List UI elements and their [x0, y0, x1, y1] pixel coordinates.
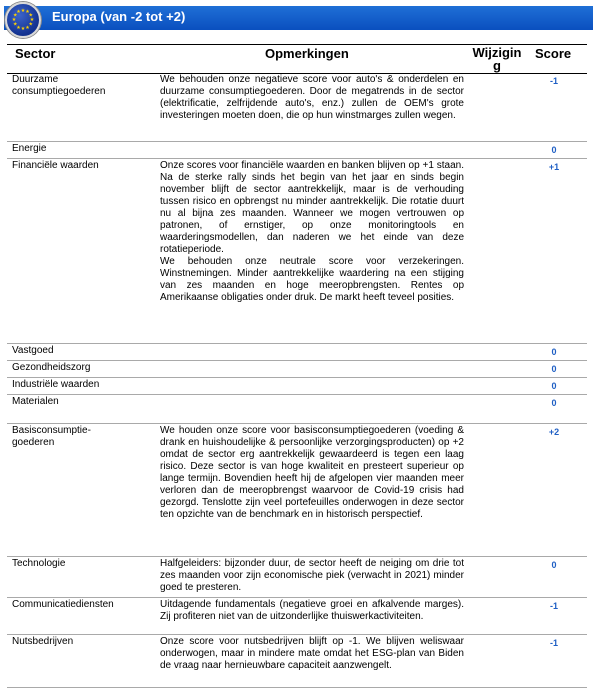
- column-header-wijziging: [469, 46, 525, 72]
- row-sector: Duurzame consumptiegoederen: [12, 74, 106, 97]
- row-score: -1: [549, 601, 558, 611]
- table-row-financiele: [7, 159, 587, 344]
- row-score: -1: [549, 638, 558, 648]
- row-score: 0: [551, 145, 557, 155]
- eu-flag-icon: [5, 2, 41, 38]
- svg-text:★: ★: [16, 24, 21, 31]
- row-sector: Basisconsumptie-goederen: [12, 425, 91, 448]
- column-header-score: Score: [535, 46, 572, 61]
- row-sector: Industriële waarden: [12, 379, 100, 390]
- table-row-energie: [7, 142, 587, 159]
- row-opmerkingen: We houden onze score voor basisconsumptiegoederen (voeding & drank en huishoudelijke & persoonlijke verzorgingsproducten) op +2 omdat de sector erg aantrekkelijk gewaardeerd is tegen een laag risico. Deze sector is van hoge kwaliteit en presteert superieur op lange termijn. Bovendien heeft hij de afgelopen vier maanden meer verloren dan de meeropbrengst waarvoor de Covid-19 crisis had gezorgd. Tenslotte zijn veel portefeuilles onderwogen in deze sector ten opzichte van de benchmark en in historisch perspectief.: [160, 425, 464, 520]
- table-row-basisconsumptie: [7, 424, 587, 557]
- svg-text:★: ★: [12, 12, 18, 19]
- table-row-gezondheidszorg: [7, 361, 587, 378]
- svg-text:★: ★: [20, 8, 26, 14]
- svg-text:★: ★: [12, 21, 18, 28]
- table-row-materialen: [7, 395, 587, 424]
- svg-text:★: ★: [16, 9, 21, 16]
- svg-text:★: ★: [28, 12, 34, 19]
- table-row-industriele: [7, 378, 587, 395]
- row-sector: Technologie: [12, 558, 66, 569]
- svg-text:★: ★: [25, 24, 30, 31]
- svg-text:★: ★: [25, 9, 30, 16]
- table-row-vastgoed: [7, 344, 587, 361]
- row-sector: Materialen: [12, 396, 59, 407]
- row-opmerkingen: Onze score voor nutsbedrijven blijft op -1. We blijven weliswaar onderwogen, maar in mindere mate omdat het ESG-plan van Biden de vraag naar hernieuwbare capaciteit aanzwengelt.: [160, 636, 464, 671]
- row-sector: Communicatiediensten: [12, 599, 114, 610]
- row-opmerkingen: We behouden onze negatieve score voor auto's & onderdelen en duurzame consumptiegoederen. Door de megatrends in de sector (elektrificatie, zelfrijdende auto's, enz.) zullen de OEM's grote investeringen moeten doen, die op hun winstmarges zullen wegen.: [160, 74, 464, 121]
- column-header-opmerkingen: Opmerkingen: [265, 46, 349, 61]
- table-row-nutsbedrijven: [7, 635, 587, 688]
- row-score: 0: [551, 398, 557, 408]
- table-row-communicatiediensten: [7, 598, 587, 635]
- svg-text:★: ★: [29, 17, 35, 23]
- table-row-technologie: [7, 557, 587, 598]
- row-score: 0: [551, 364, 557, 374]
- row-opmerkingen: Uitdagende fundamentals (negatieve groei en afkalvende marges). Zij profiteren niet van de uitzonderlijke thuiswerkactiviteiten.: [160, 599, 464, 622]
- column-header-sector: Sector: [15, 46, 56, 61]
- svg-text:★: ★: [11, 17, 17, 23]
- row-sector: Nutsbedrijven: [12, 636, 74, 647]
- row-sector: Energie: [12, 143, 47, 154]
- row-sector: Gezondheidszorg: [12, 362, 91, 373]
- table-header: [7, 44, 587, 74]
- svg-text:★: ★: [20, 26, 26, 32]
- column-header-wijziging-line1: Wijzigin: [472, 45, 522, 60]
- row-score: +2: [548, 427, 560, 437]
- column-header-wijziging-line2: g: [493, 58, 501, 73]
- section-title: Europa (van -2 tot +2): [52, 9, 186, 24]
- svg-text:★: ★: [28, 21, 34, 28]
- table-row-duurzame: [7, 73, 587, 142]
- row-opmerkingen: Halfgeleiders: bijzonder duur, de sector heeft de neiging om drie tot zes maanden voor zijn economische piek (verwacht in 2021) minder goed te presteren.: [160, 558, 464, 593]
- row-opmerkingen: Onze scores voor financiële waarden en banken blijven op +1 staan. Na de sterke rally sinds het begin van het jaar en sinds begin november blijft de sector aantrekkelijk, maar is de verhouding tussen risico en opbrengst nu minder aantrekkelijk. Die rotatie duurt nu al bijna zes maanden. Wanneer we mogen vertrouwen op patronen, of ernstiger, op onze monitoringtools en waarderingsmodellen, dan naderen we het einde van deze rotatieperiode. We behouden onze neutrale score voor verzekeringen. Winstnemingen. Minder aantrekkelijke waardering na een stijging van zes maanden en hoge meeropbrengsten. Rentes op Amerikaanse obligaties onder druk. De markt heeft teveel posities.: [160, 160, 464, 303]
- row-sector: Financiële waarden: [12, 160, 99, 171]
- row-score: -1: [549, 76, 558, 86]
- row-score: 0: [551, 560, 557, 570]
- row-score: 0: [551, 381, 557, 391]
- row-score: +1: [548, 162, 560, 172]
- row-sector: Vastgoed: [12, 345, 54, 356]
- row-score: 0: [551, 347, 557, 357]
